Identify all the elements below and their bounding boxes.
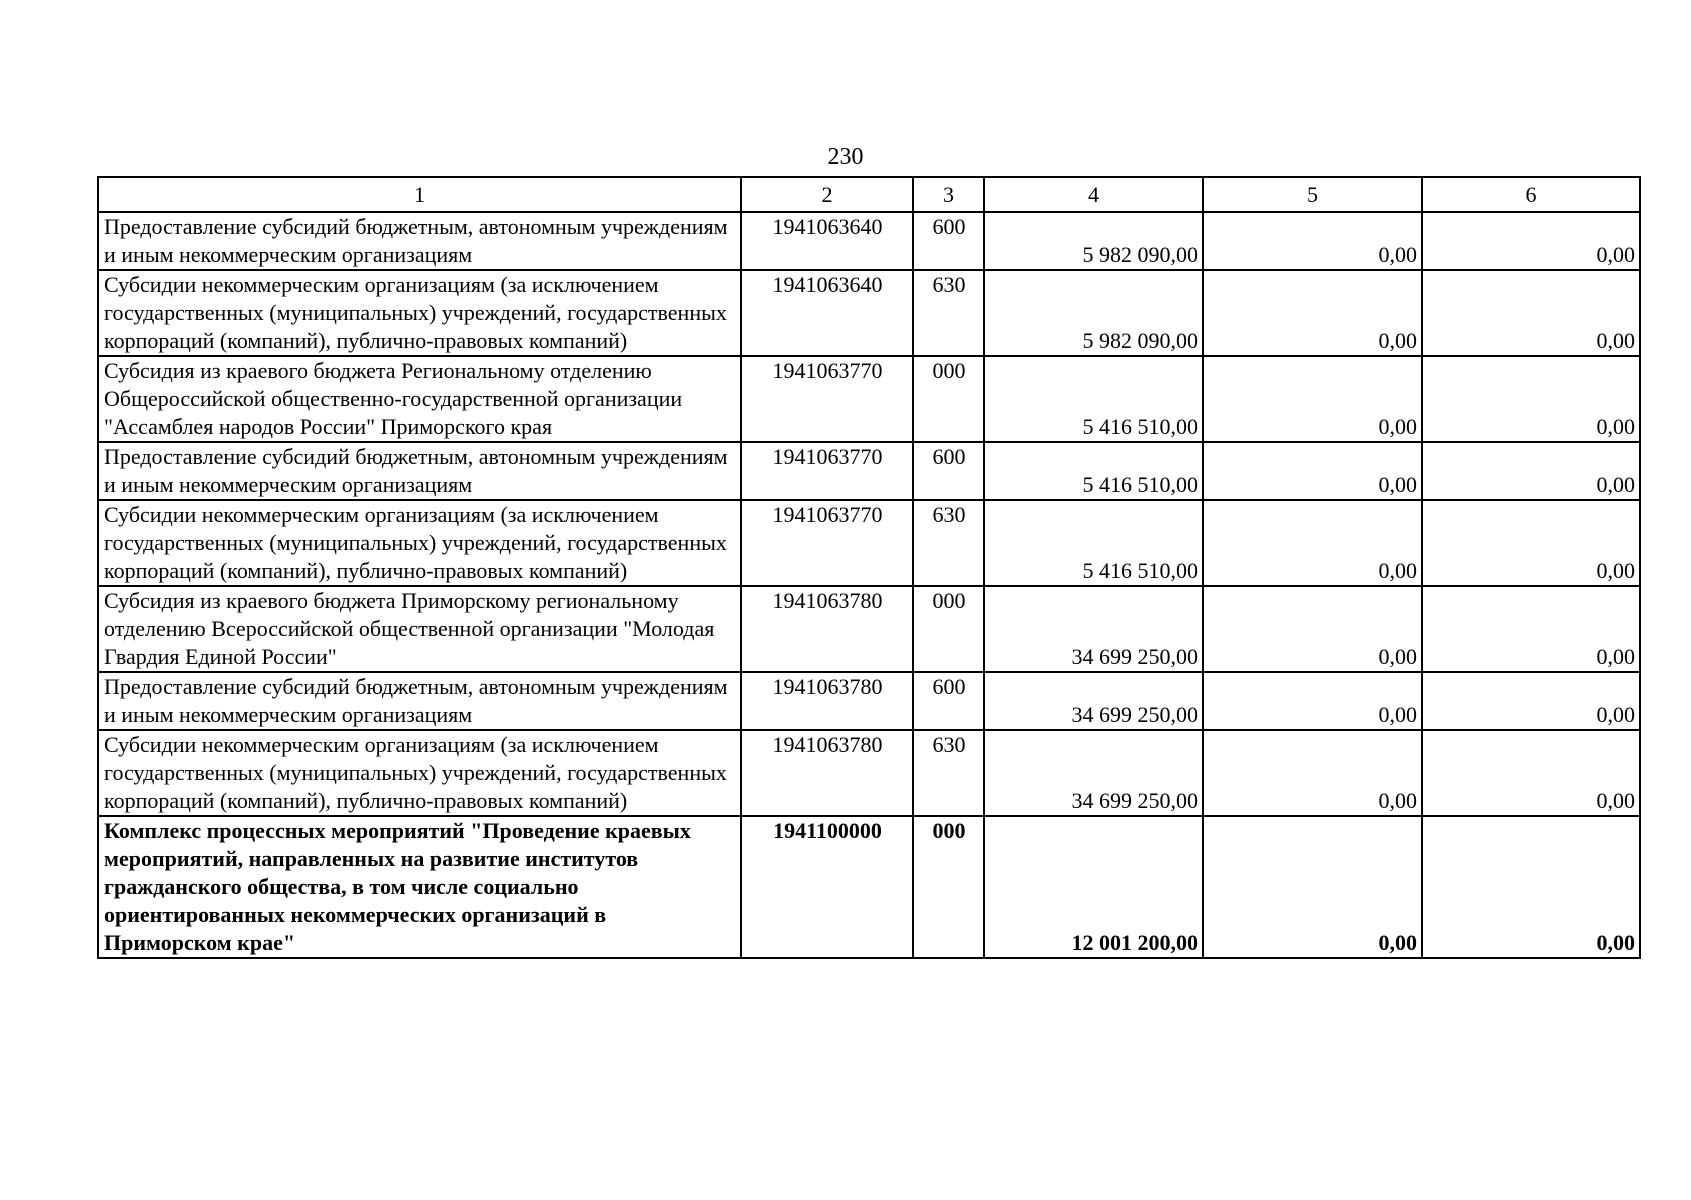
table-row [98,730,1640,816]
row-code-cell: 1941063780 [741,730,913,816]
row-value-col4: 5 416 510,00 [984,500,1203,586]
row-type-cell: 000 [913,356,984,442]
row-name-cell: Субсидии некоммерческим организациям (за исключением государственных (муниципальных) учреждений, государственных корпораций (компаний), публично-правовых компаний) [98,270,741,356]
row-value-col4: 34 699 250,00 [984,672,1203,730]
row-type-cell: 630 [913,270,984,356]
table-row [98,442,1640,500]
row-name-cell: Субсидии некоммерческим организациям (за исключением государственных (муниципальных) учреждений, государственных корпораций (компаний), публично-правовых компаний) [98,730,741,816]
page-number: 230 [827,144,864,170]
row-value-col5: 0,00 [1203,270,1422,356]
row-value-col4: 5 982 090,00 [984,212,1203,270]
row-code-cell: 1941063770 [741,356,913,442]
row-code-cell: 1941063780 [741,586,913,672]
row-value-col6: 0,00 [1422,500,1640,586]
row-name-cell: Предоставление субсидий бюджетным, автономным учреждениям и иным некоммерческим организациям [98,212,741,270]
header-cell: 4 [984,177,1203,212]
row-value-col5: 0,00 [1203,586,1422,672]
row-value-col6: 0,00 [1422,270,1640,356]
row-type-cell: 600 [913,442,984,500]
table-row [98,270,1640,356]
row-code-cell: 1941100000 [741,816,913,958]
header-cell: 5 [1203,177,1422,212]
row-value-col6: 0,00 [1422,212,1640,270]
row-type-cell: 630 [913,500,984,586]
row-value-col5: 0,00 [1203,730,1422,816]
row-value-col5: 0,00 [1203,442,1422,500]
row-value-col4: 5 982 090,00 [984,270,1203,356]
row-value-col6: 0,00 [1422,730,1640,816]
row-value-col4: 34 699 250,00 [984,586,1203,672]
row-type-cell: 630 [913,730,984,816]
row-value-col4: 34 699 250,00 [984,730,1203,816]
budget-table [97,176,1641,959]
row-value-col5: 0,00 [1203,816,1422,958]
row-type-cell: 600 [913,212,984,270]
table-row [98,586,1640,672]
row-value-col4: 12 001 200,00 [984,816,1203,958]
row-value-col6: 0,00 [1422,672,1640,730]
row-value-col5: 0,00 [1203,500,1422,586]
row-value-col5: 0,00 [1203,672,1422,730]
row-type-cell: 000 [913,816,984,958]
row-code-cell: 1941063640 [741,270,913,356]
row-name-cell: Комплекс процессных мероприятий "Проведение краевых мероприятий, направленных на развитие институтов гражданского общества, в том числе социально ориентированных некоммерческих организаций в Приморском крае" [98,816,741,958]
header-cell: 2 [741,177,913,212]
row-value-col6: 0,00 [1422,356,1640,442]
row-value-col6: 0,00 [1422,816,1640,958]
row-name-cell: Субсидия из краевого бюджета Региональному отделению Общероссийской общественно-государственной организации "Ассамблея народов России" Приморского края [98,356,741,442]
row-value-col5: 0,00 [1203,212,1422,270]
row-code-cell: 1941063640 [741,212,913,270]
header-cell: 6 [1422,177,1640,212]
row-value-col6: 0,00 [1422,586,1640,672]
row-name-cell: Предоставление субсидий бюджетным, автономным учреждениям и иным некоммерческим организациям [98,442,741,500]
table-row [98,500,1640,586]
table-row [98,816,1640,958]
header-cell: 1 [98,177,741,212]
row-name-cell: Предоставление субсидий бюджетным, автономным учреждениям и иным некоммерческим организациям [98,672,741,730]
row-value-col4: 5 416 510,00 [984,356,1203,442]
row-code-cell: 1941063780 [741,672,913,730]
header-cell: 3 [913,177,984,212]
row-name-cell: Субсидия из краевого бюджета Приморскому региональному отделению Всероссийской общественной организации "Молодая Гвардия Единой России" [98,586,741,672]
row-type-cell: 000 [913,586,984,672]
table-header-row [98,177,1640,212]
row-value-col6: 0,00 [1422,442,1640,500]
row-value-col5: 0,00 [1203,356,1422,442]
table-row [98,356,1640,442]
row-type-cell: 600 [913,672,984,730]
table-row [98,212,1640,270]
row-code-cell: 1941063770 [741,442,913,500]
row-code-cell: 1941063770 [741,500,913,586]
row-name-cell: Субсидии некоммерческим организациям (за исключением государственных (муниципальных) учреждений, государственных корпораций (компаний), публично-правовых компаний) [98,500,741,586]
row-value-col4: 5 416 510,00 [984,442,1203,500]
table-row [98,672,1640,730]
